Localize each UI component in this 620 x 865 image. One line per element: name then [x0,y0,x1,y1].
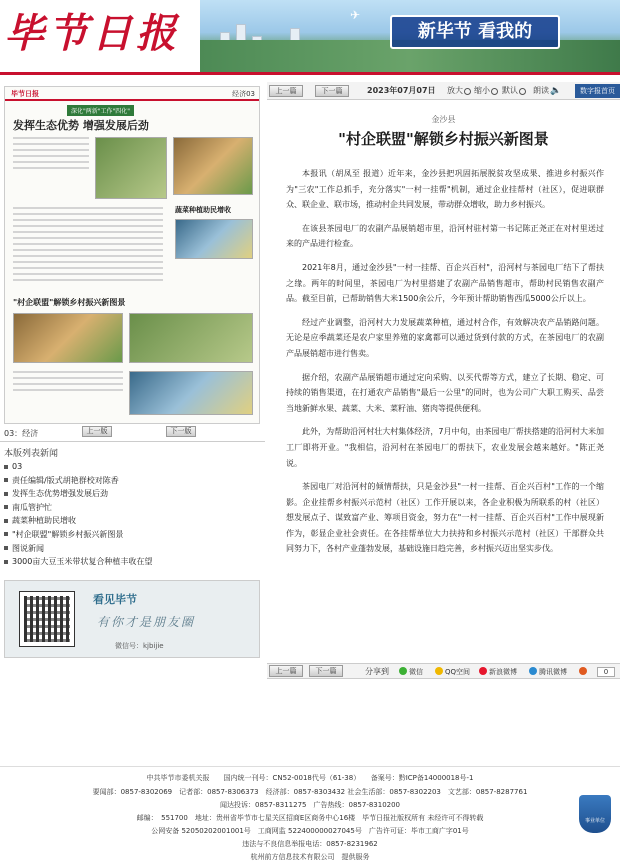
zoom-in-icon[interactable] [464,88,471,95]
thumbnail-text [13,261,163,263]
article-paragraph: 在该县茶园电厂的农副产品展销超市里，沿河村驻村第一书记陈正尧正在对村里送过来的产品进行检查。 [286,223,604,249]
thumbnail-text [13,225,163,227]
masthead-logo[interactable]: 毕节日报 [4,10,180,57]
bullet-icon [4,532,8,536]
tencent-weibo-icon [529,667,537,675]
thumbnail-text [13,207,163,209]
promo-title: 看见毕节 [93,593,137,606]
banner-slogan: 新毕节 看我的 [417,21,533,42]
share-more[interactable] [579,666,589,678]
article-paragraph: 据介绍，农副产品展销超市通过定向采购、以买代帮等方式，建立了长期、稳定、可持续的销售渠道，在打通农产品销售"最后一公里"的同时，也为公司广大职工购买、品尝当地新鲜水果、蔬菜、大米、菜籽油、猪肉等提供便利。 [286,372,604,413]
qr-code [19,591,75,647]
page-thumbnail[interactable] [4,86,260,424]
thumbnail-text [13,279,163,281]
prev-page-button[interactable]: 上一版 [82,426,112,437]
banner-slogan-box [390,15,560,49]
thumbnail-photo[interactable] [95,137,167,199]
article-paragraph: 本报讯（胡凤至 报道）近年来，金沙县把巩固拓展脱贫攻坚成果、推进乡村振兴作为"三农"工作总抓手，充分落实"一村一挂帮"机制，通过企业挂帮村（社区），促进联群众、联企业、联市场，推动村企共同发展，带动群众增收，助力乡村振兴。 [286,169,604,210]
share-wechat-label[interactable]: 微信 [409,668,423,676]
news-list-item-label[interactable]: 发挥生态优势增强发展后劲 [12,489,108,499]
news-list-item[interactable] [4,528,262,542]
thumbnail-text [13,137,89,139]
article-title: "村企联盟"解锁乡村振兴新图景 [338,130,549,148]
article-toolbar [267,82,620,100]
bullet-icon [4,560,8,564]
article-body [286,166,604,565]
footer-line: 闻达投诉：0857-8311275 广告热线：0857-8310200 [219,801,401,809]
thumbnail-photo[interactable] [13,313,123,363]
thumbnail-text [13,231,163,233]
thumbnail-headline[interactable]: 发挥生态优势 增强发展后劲 [13,119,149,132]
news-list [4,460,262,569]
promo-slogan: 有你才是朋友圈 [97,615,196,629]
footer-line: 邮编： 551700 地址：贵州省毕节市七星关区招商E区商务中心16楼 毕节日报社版权所有 未经许可不得转载 [136,814,484,822]
news-list-item[interactable] [4,542,262,556]
thumbnail-side-headline[interactable]: 蔬菜种植助民增收 [175,206,231,214]
share-wechat[interactable] [399,666,423,678]
thumbnail-text [13,161,89,163]
news-list-title: 本版列表新闻 [4,449,59,459]
header-banner [200,0,620,72]
next-article-button[interactable]: 下一篇 [309,665,343,677]
news-list-item-label[interactable]: 南瓜管护忙 [12,502,52,512]
thumbnail-page-no: 经济03 [232,90,255,98]
news-list-item-label[interactable]: 3000亩大豆玉米带状复合种植丰收在望 [12,557,153,567]
zoom-in-button[interactable]: 放大 [447,86,463,95]
news-list-item-label[interactable]: 责任编辑/版式胡艳群校对陈香 [12,475,119,485]
thumbnail-text [13,155,89,157]
speaker-icon[interactable]: 🔈 [550,86,562,96]
digital-edition-home-button[interactable]: 数字报首页 [575,84,620,98]
thumbnail-text [13,389,123,391]
thumbnail-text [13,371,123,373]
news-list-item[interactable] [4,501,262,515]
article-section: 金沙县 [431,115,456,124]
bullet-icon [4,505,8,509]
thumbnail-photo[interactable] [173,137,253,195]
article-paragraph: 茶园电厂对沿河村的倾情帮扶，只是金沙县"一村一挂帮、百企兴百村"工作的一个缩影。企业挂帮乡村振兴示范村（社区）工作开展以来，各企业积极为所联系的村（社区）想发展点子、谋致富产业、筹项目资金，努力在"一村一挂帮、百企兴百村"工作中展现新作为，彰显企业社会责任。在各挂帮单位大力扶持和乡村振兴示范村（社区）干部群众共同努力下，各村产业蓬勃发展，基础设施日趋完善，乡村振兴迈出坚实步伐。 [286,482,604,554]
default-size-button[interactable]: 默认 [502,86,518,95]
prev-article-button[interactable]: 上一篇 [269,85,303,97]
thumbnail-logo: 毕节日报 [11,90,39,98]
thumbnail-photo[interactable] [129,371,253,415]
news-list-item-label[interactable]: 03 [12,462,23,471]
news-list-item[interactable] [4,555,262,569]
footer-line: 杭州前方信息技术有限公司 提供服务 [250,853,370,861]
share-count: 0 [597,667,615,677]
thumbnail-text [13,255,163,257]
read-aloud-button[interactable]: 朗读 [533,86,549,95]
thumbnail-text [13,267,163,269]
footer-line: 要闻部：0857-8302069 记者部：0857-8306373 经济部：0857-8303432 社会生活部：0857-8302203 文艺部：0857-8287761 [92,788,528,796]
news-list-item-label[interactable]: "村企联盟"解锁乡村振兴新图景 [12,529,124,539]
article-paragraph: 经过产业调整，沿河村大力发展蔬菜种植，通过村合作，有效解决农产品销路问题。无论是应季蔬菜还是农户家里养殖的家禽都可以通过货到付款的方式，在茶园电厂的农副产品展销超市进行售卖。 [286,317,604,358]
thumbnail-text [13,273,163,275]
footer-line: 中共毕节市委机关报 国内统一刊号：CN52-0018代号（61-38） 备案号：黔ICP备14000018号-1 [146,774,474,782]
footer-line: 违法与不良信息举报电话：0857-8231962 [242,840,378,848]
bullet-icon [4,465,8,469]
prev-article-button[interactable]: 上一篇 [269,665,303,677]
badge-label: 事业单位 [584,818,605,824]
thumbnail-text [13,167,89,169]
thumbnail-text [13,377,123,379]
divider [0,441,265,442]
bullet-icon [4,519,8,523]
wechat-promo-banner[interactable] [4,580,260,658]
wechat-icon [399,667,407,675]
public-institution-badge[interactable] [579,795,611,833]
thumbnail-text [13,149,89,151]
thumbnail-text [13,219,163,221]
plane-icon: ✈ [350,8,361,22]
bullet-icon [4,546,8,550]
zoom-out-icon[interactable] [491,88,498,95]
next-page-button[interactable]: 下一版 [166,426,196,437]
thumbnail-photo[interactable] [129,313,253,363]
qr-code-pattern [24,596,70,642]
thumbnail-text [13,243,163,245]
thumbnail-text [13,143,89,145]
bullet-icon [4,478,8,482]
article-paragraph: 此外，为帮助沿河村壮大村集体经济，7月中旬，由茶园电厂帮扶搭建的沿河村大米加工厂即将开业。"我相信，沿河村在茶园电厂的帮扶下，农业发展会越来越好。"陈正尧说。 [286,427,604,468]
qzone-icon [435,667,443,675]
thumbnail-header [5,87,260,101]
plus-icon [579,667,587,675]
issue-date: 2023年07月07日 [367,86,436,95]
share-qzone[interactable] [435,666,470,678]
article-paragraph: 2021年8月，通过金沙县"一村一挂帮、百企兴百村"，沿河村与茶园电厂结下了帮扶之缘。两年的时间里，茶园电厂为村里搭建了农副产品销售超市，帮助村民销售农副产品。截至目前，已帮助销售大米1500余公斤，今年预计帮助销售西瓜5000公斤以上。 [286,262,604,304]
current-page-label: 03：经济 [4,429,39,438]
share-label: 分享到 [365,667,389,676]
bullet-icon [4,492,8,496]
header-divider [0,72,620,75]
promo-wechat-id: 微信号：kjbijie [115,642,164,650]
next-article-button[interactable]: 下一篇 [315,85,349,97]
footer-line: 公网安备 52050202001001号 工商网监 522400000027045号 广告许可证：毕市工商广字01号 [151,827,469,835]
article-bottom-bar [267,663,620,679]
thumbnail-text [13,213,163,215]
share-weibo[interactable] [479,666,517,678]
news-list-item[interactable] [4,460,262,474]
weibo-icon [479,667,487,675]
thumbnail-sub-headline[interactable]: "村企联盟"解锁乡村振兴新图景 [13,298,126,307]
default-size-icon[interactable] [519,88,526,95]
news-list-item[interactable] [4,514,262,528]
share-weibo-label[interactable]: 新浪微博 [489,668,517,676]
site-header [0,0,620,72]
thumbnail-text [13,237,163,239]
share-tencent-weibo-label[interactable]: 腾讯微博 [539,668,567,676]
thumbnail-text [13,249,163,251]
thumbnail-photo[interactable] [175,219,253,259]
thumbnail-label: 深化"两新"工作"四化" [67,105,134,116]
zoom-out-button[interactable]: 缩小 [474,86,490,95]
thumbnail-text [13,383,123,385]
share-tencent-weibo[interactable] [529,666,567,678]
share-qzone-label[interactable]: QQ空间 [445,668,471,676]
news-list-item-label[interactable]: 图说新闻 [12,543,44,553]
news-list-item[interactable] [4,487,262,501]
news-list-item[interactable] [4,474,262,488]
news-list-item-label[interactable]: 蔬菜种植助民增收 [12,516,76,526]
site-footer [0,766,620,865]
